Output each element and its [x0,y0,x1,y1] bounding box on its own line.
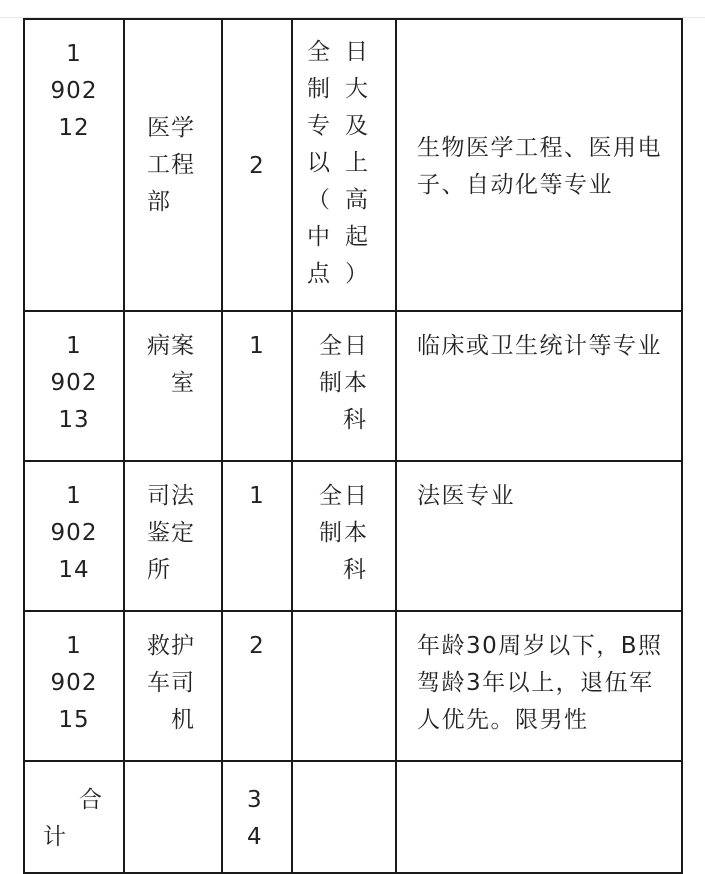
education-line: 科 [343,557,368,583]
department-line: 所 [147,557,171,583]
headcount-cell [222,19,292,311]
department-cell [124,311,222,461]
major-requirement-cell [396,19,682,311]
position-code-line: 1 [66,483,82,509]
position-code-line: 902 [50,78,98,104]
headcount-cell [222,461,292,611]
position-code-line: 902 [50,520,98,546]
department-line: 工程 [147,152,195,178]
department-line: 鉴定 [147,520,195,546]
department-cell [124,461,222,611]
position-code-cell [24,311,124,461]
education-line: 全日 [307,39,383,65]
department-line: 室 [171,370,195,396]
education-cell [292,19,396,311]
education-line: 制本 [319,370,369,396]
position-code-cell [24,611,124,761]
major-requirement-text: 临床或卫生统计等专业 [417,333,662,359]
headcount-value: 2 [249,153,265,179]
position-code-line: 15 [58,707,90,733]
position-code-line: 14 [58,557,90,583]
education-cell [292,611,396,761]
education-line: 制本 [319,520,369,546]
position-code-line: 12 [58,115,90,141]
department-line: 病案 [147,333,195,359]
position-code-line: 13 [58,407,90,433]
department-line: 医学 [147,115,195,141]
empty-cell [292,761,396,873]
education-line: 全日 [319,333,369,359]
table-row [24,311,682,461]
education-line: 全日 [319,483,369,509]
empty-cell [124,761,222,873]
major-requirement-text: 年龄30周岁以下，B照驾龄3年以上，退伍军人优先。限男性 [417,633,663,733]
education-line: （高 [307,187,383,213]
position-code-line: 902 [50,370,98,396]
education-line: 点） [307,261,383,287]
education-cell [292,461,396,611]
department-line: 车司 [147,670,195,696]
total-label-line: 合 [79,787,122,813]
headcount-value: 1 [249,333,265,359]
major-requirement-cell [396,611,682,761]
education-cell [292,311,396,461]
major-requirement-cell [396,311,682,461]
education-line: 制大 [307,76,383,102]
position-code-cell [24,19,124,311]
position-code-line: 1 [66,633,82,659]
department-cell [124,611,222,761]
headcount-value: 2 [249,633,265,659]
position-code-line: 902 [50,670,98,696]
total-count-line: 4 [247,824,263,850]
total-label-line: 计 [43,824,86,850]
major-requirement-cell [396,461,682,611]
headcount-value: 1 [249,483,265,509]
table-body [24,19,682,873]
total-row [24,761,682,873]
major-requirement-text: 生物医学工程、医用电子、自动化等专业 [417,135,662,198]
education-line: 中起 [307,224,383,250]
table-row [24,611,682,761]
headcount-cell [222,311,292,461]
department-line: 机 [171,707,195,733]
table-row [24,461,682,611]
department-line: 部 [147,189,171,215]
education-line: 科 [343,407,368,433]
position-code-line: 1 [66,41,82,67]
position-code-line: 1 [66,333,82,359]
education-line: 以上 [307,150,383,176]
total-count-cell [222,761,292,873]
total-label-cell [24,761,124,873]
major-requirement-text: 法医专业 [417,483,515,509]
education-line: 专及 [307,113,383,139]
empty-cell [396,761,682,873]
headcount-cell [222,611,292,761]
total-count-line: 3 [247,787,263,813]
department-line: 司法 [147,483,195,509]
department-line: 救护 [147,633,195,659]
recruitment-table [23,18,683,874]
position-code-cell [24,461,124,611]
table-row [24,19,682,311]
department-cell [124,19,222,311]
